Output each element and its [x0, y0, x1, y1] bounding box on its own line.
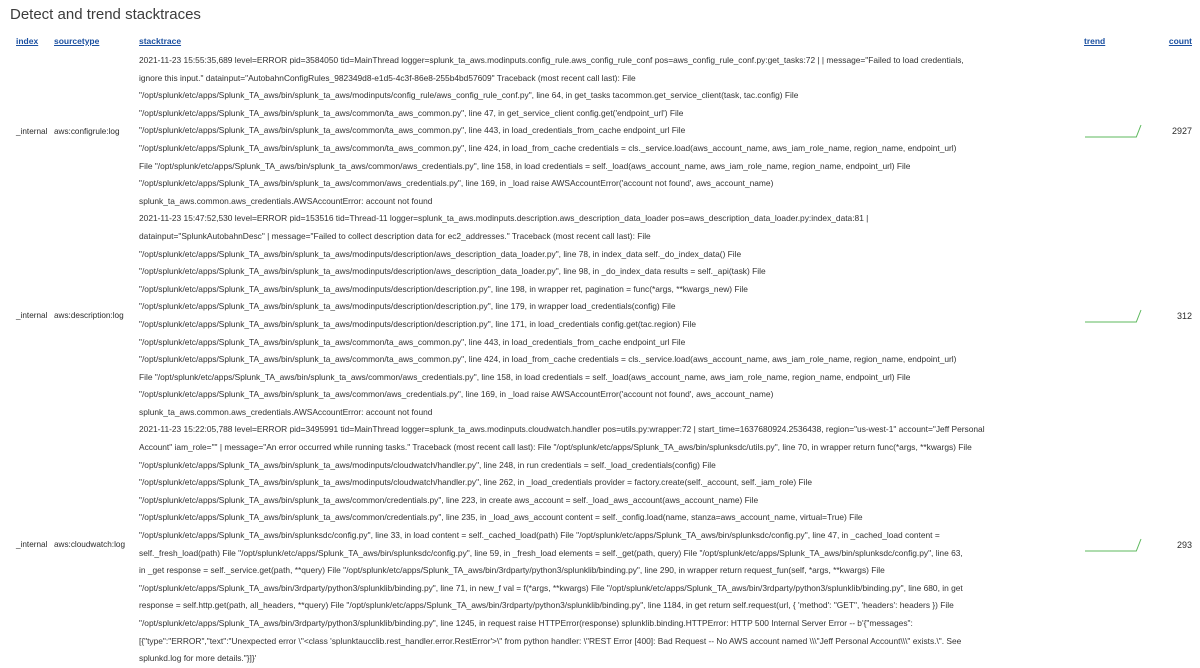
stacktrace-line: "/opt/splunk/etc/apps/Splunk_TA_aws/bin/splunk_ta_aws/modinputs/description/aws_description_data_loader.py", line 78, in index_data self._do_index_data() File — [139, 248, 742, 259]
stacktrace-line: response = self.http.get(path, all_headers, **query) File "/opt/splunk/etc/apps/Splunk_TA_aws/bin/3rdparty/python3/splunklib/binding.py", line 1184, in get return self.request(url, { 'method': "GET", 'headers': headers }) File — [139, 600, 954, 611]
stacktrace-line: "/opt/splunk/etc/apps/Splunk_TA_aws/bin/splunk_ta_aws/modinputs/description/description.py", line 171, in load_credentials config.get(tac.region) File — [139, 318, 696, 329]
stacktrace-line: "/opt/splunk/etc/apps/Splunk_TA_aws/bin/3rdparty/python3/splunklib/binding.py", line 71, in new_f val = f(*args, **kwargs) File "/opt/splunk/etc/apps/Splunk_TA_aws/bin/3rdparty/python3/splunklib/binding.py", line 680, in get — [139, 582, 963, 593]
stacktrace-line: "/opt/splunk/etc/apps/Splunk_TA_aws/bin/splunksdc/config.py", line 33, in load content = self._cached_load(path) File "/opt/splunk/etc/apps/Splunk_TA_aws/bin/splunksdc/config.py", line 47, in _cached_load content = — [139, 530, 940, 541]
cell-count[interactable]: 293 — [1176, 539, 1192, 550]
cell-sourcetype[interactable]: aws:description:log — [54, 311, 124, 321]
stacktrace-line: File "/opt/splunk/etc/apps/Splunk_TA_aws/bin/splunk_ta_aws/common/aws_credentials.py", line 158, in load credentials = self._load(aws_account_name, aws_iam_role_name, region_name, endpoint_url) File — [139, 371, 911, 382]
stacktrace-line: Account" iam_role="" | message="An error occurred while running tasks." Traceback (most recent call last): File "/opt/splunk/etc/apps/Splunk_TA_aws/bin/splunksdc/utils.py", line 70, in wrapper return func(*args, **kwargs) File — [139, 442, 972, 453]
stacktrace-line: [{"type":"ERROR","text":"Unexpected error \"<class 'splunktaucclib.rest_handler.error.RestError'>\" from python handler: \"REST Error [400]: Bad Request -- No AWS account named \\\"Jeff Personal Account\\\" exists.\". See — [139, 635, 962, 646]
cell-index[interactable]: _internal — [16, 311, 48, 321]
column-header-sourcetype[interactable]: sourcetype — [54, 36, 100, 46]
cell-count[interactable]: 2927 — [1171, 126, 1192, 137]
cell-stacktrace[interactable] — [137, 210, 1082, 421]
table-row[interactable] — [14, 52, 1194, 210]
column-header-trend[interactable]: trend — [1084, 36, 1106, 46]
cell-sourcetype[interactable]: aws:configrule:log — [54, 126, 120, 136]
stacktrace-line: "/opt/splunk/etc/apps/Splunk_TA_aws/bin/splunk_ta_aws/modinputs/description/description.py", line 179, in wrapper load_credentials(config) File — [139, 301, 676, 312]
cell-trend — [1082, 210, 1142, 421]
stacktrace-line: "/opt/splunk/etc/apps/Splunk_TA_aws/bin/3rdparty/python3/splunklib/binding.py", line 1245, in request raise HTTPError(response) splunklib.binding.HTTPError: HTTP 500 Internal Server Error -- b'{"messages": — [139, 618, 913, 628]
panel-title: Detect and trend stacktraces — [10, 6, 201, 23]
stacktrace-line: "/opt/splunk/etc/apps/Splunk_TA_aws/bin/splunk_ta_aws/modinputs/config_rule/aws_config_rule_conf.py", line 64, in get_tasks tacommon.get_service_client(task, tac.config) File — [139, 90, 799, 101]
column-header-index[interactable]: index — [16, 36, 39, 46]
cell-stacktrace[interactable] — [137, 52, 1082, 210]
trend-line — [1085, 310, 1141, 322]
cell-index[interactable]: _internal — [16, 126, 48, 136]
stacktrace-line: splunkd.log for more details."}]}' — [139, 653, 257, 664]
stacktrace-line: "/opt/splunk/etc/apps/Splunk_TA_aws/bin/splunk_ta_aws/modinputs/cloudwatch/handler.py", line 248, in run credentials = self._load_credentials(config) File — [139, 459, 716, 470]
stacktrace-line: "/opt/splunk/etc/apps/Splunk_TA_aws/bin/splunk_ta_aws/common/ta_aws_common.py", line 443, in load_credentials_from_cache endpoint_url File — [139, 336, 686, 347]
stacktrace-line: "/opt/splunk/etc/apps/Splunk_TA_aws/bin/splunk_ta_aws/common/ta_aws_common.py", line 424, in load_from_cache credentials = cls._service.load(aws_account_name, aws_iam_role_name, region_name, endpoint_url) — [139, 354, 957, 365]
stacktrace-line: ignore this input." datainput="AutobahnConfigRules_982349d8-e1d5-4c3f-86e8-255b4bd57609" Traceback (most recent call last): File — [139, 72, 636, 83]
column-header-count[interactable]: count — [1168, 36, 1192, 46]
cell-stacktrace[interactable] — [137, 421, 1082, 667]
column-header-stacktrace[interactable]: stacktrace — [139, 36, 182, 46]
stacktrace-line: "/opt/splunk/etc/apps/Splunk_TA_aws/bin/splunk_ta_aws/common/aws_credentials.py", line 169, in _load raise AWSAccountError('account not found', aws_account_name) — [139, 389, 774, 400]
stacktrace-line: in _get response = self._service.get(path, **query) File "/opt/splunk/etc/apps/Splunk_TA_aws/bin/3rdparty/python3/splunklib/binding.py", line 290, in wrapper return request_fun(self, *args, **kwargs) File — [139, 565, 885, 576]
stacktrace-line: 2021-11-23 15:55:35,689 level=ERROR pid=3584050 tid=MainThread logger=splunk_ta_aws.modinputs.config_rule.aws_config_rule_conf pos=aws_config_rule_conf.py:get_tasks:72 | | message="Failed to load credentials, — [139, 55, 964, 65]
stacktrace-line: "/opt/splunk/etc/apps/Splunk_TA_aws/bin/splunk_ta_aws/modinputs/description/description.py", line 198, in wrapper ret, pagination = func(*args, **kwargs_new) File — [139, 283, 748, 294]
stacktrace-line: "/opt/splunk/etc/apps/Splunk_TA_aws/bin/splunk_ta_aws/common/ta_aws_common.py", line 443, in load_credentials_from_cache endpoint_url File — [139, 125, 686, 136]
cell-sourcetype[interactable]: aws:cloudwatch:log — [54, 540, 125, 550]
stacktrace-line: "/opt/splunk/etc/apps/Splunk_TA_aws/bin/splunk_ta_aws/common/ta_aws_common.py", line 47, in get_service_client config.get('endpoint_url') File — [139, 107, 684, 118]
table-header-row — [14, 36, 1194, 52]
stacktrace-line: File "/opt/splunk/etc/apps/Splunk_TA_aws/bin/splunk_ta_aws/common/aws_credentials.py", line 158, in load credentials = self._load(aws_account_name, aws_iam_role_name, region_name, endpoint_url) File — [139, 160, 911, 171]
stacktrace-line: "/opt/splunk/etc/apps/Splunk_TA_aws/bin/splunk_ta_aws/modinputs/cloudwatch/handler.py", line 262, in _load_credentials provider = factory.create(self._account, self._iam_role) File — [139, 477, 812, 488]
trend-sparkline — [1084, 309, 1142, 323]
table-row[interactable] — [14, 210, 1194, 421]
cell-trend — [1082, 52, 1142, 210]
trend-line — [1085, 125, 1141, 137]
cell-index[interactable]: _internal — [16, 540, 48, 550]
stacktrace-line: splunk_ta_aws.common.aws_credentials.AWSAccountError: account not found — [139, 195, 433, 206]
stacktrace-line: 2021-11-23 15:22:05,788 level=ERROR pid=3495991 tid=MainThread logger=splunk_ta_aws.modinputs.cloudwatch.handler pos=utils.py:wrapper:72 | start_time=1637680924.2536438, region="us-west-1" account="Jeff Personal — [139, 424, 985, 435]
stacktrace-line: splunk_ta_aws.common.aws_credentials.AWSAccountError: account not found — [139, 406, 433, 417]
stacktrace-table — [14, 36, 1194, 668]
stacktrace-line: "/opt/splunk/etc/apps/Splunk_TA_aws/bin/splunk_ta_aws/common/credentials.py", line 235, in _load_aws_account content = self._config.load(name, stanza=aws_account_name, virtual=True) File — [139, 512, 863, 523]
stacktrace-line: "/opt/splunk/etc/apps/Splunk_TA_aws/bin/splunk_ta_aws/common/ta_aws_common.py", line 424, in load_from_cache credentials = cls._service.load(aws_account_name, aws_iam_role_name, region_name, endpoint_url) — [139, 142, 957, 153]
stacktrace-line: 2021-11-23 15:47:52,530 level=ERROR pid=153516 tid=Thread-11 logger=splunk_ta_aws.modinputs.description.aws_description_data_loader pos=aws_description_data_loader.py:index_data:81 | — [139, 213, 869, 224]
cell-count[interactable]: 312 — [1176, 310, 1192, 321]
stacktrace-line: "/opt/splunk/etc/apps/Splunk_TA_aws/bin/splunk_ta_aws/common/aws_credentials.py", line 169, in _load raise AWSAccountError('account not found', aws_account_name) — [139, 178, 774, 189]
trend-line — [1085, 539, 1141, 551]
stacktrace-line: datainput="SplunkAutobahnDesc" | message="Failed to collect description data for ec2_addresses." Traceback (most recent call last): File — [139, 230, 651, 241]
trend-sparkline — [1084, 124, 1142, 138]
table-row[interactable] — [14, 421, 1194, 667]
stacktrace-line: self._fresh_load(path) File "/opt/splunk/etc/apps/Splunk_TA_aws/bin/splunksdc/config.py", line 59, in _fresh_load elements = self._get(path, query) File "/opt/splunk/etc/apps/Splunk_TA_aws/bin/splunksdc/config.py", line 63, — [139, 547, 963, 558]
trend-sparkline — [1084, 538, 1142, 552]
cell-trend — [1082, 421, 1142, 667]
stacktrace-line: "/opt/splunk/etc/apps/Splunk_TA_aws/bin/splunk_ta_aws/modinputs/description/aws_description_data_loader.py", line 98, in _do_index_data results = self._api(task) File — [139, 266, 766, 277]
stacktrace-line: "/opt/splunk/etc/apps/Splunk_TA_aws/bin/splunk_ta_aws/common/credentials.py", line 223, in create aws_account = self._load_aws_account(aws_account_name) File — [139, 494, 759, 505]
